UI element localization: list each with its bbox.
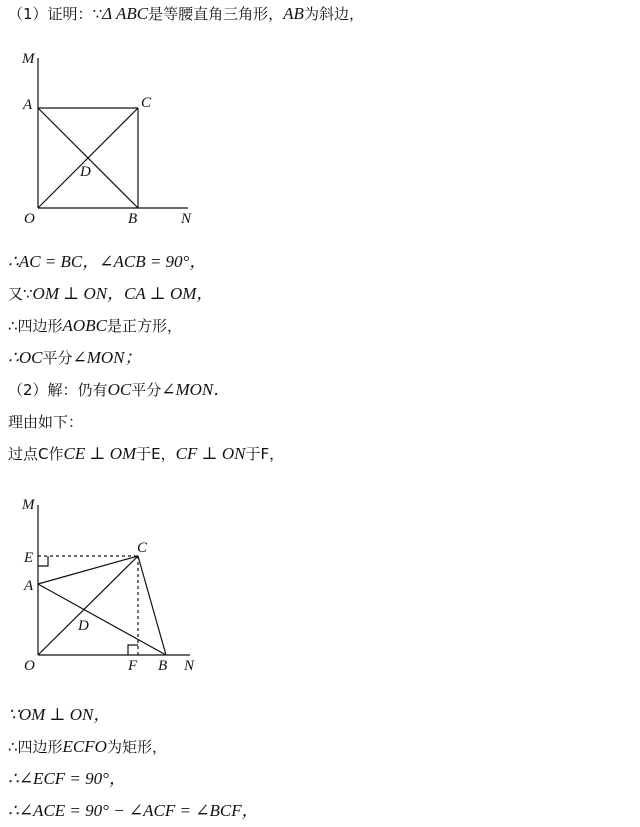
label-m: M xyxy=(22,497,35,513)
part2-line4: ∵OM ⊥ ON， xyxy=(8,705,111,724)
part1-line2: ∴AC = BC，∠ACB = 90°， xyxy=(8,252,207,271)
label-c: C xyxy=(137,540,148,556)
segment-ac xyxy=(38,556,138,584)
label-o: O xyxy=(24,211,35,227)
segment-ab xyxy=(38,584,166,655)
part-number: （1） xyxy=(8,5,48,23)
part2-line7: ∴∠ACE = 90° − ∠ACF = ∠BCF， xyxy=(8,801,259,820)
part1-line4: ∴四边形AOBC是正方形， xyxy=(8,316,182,335)
label-f: F xyxy=(128,658,138,674)
label-a: A xyxy=(23,97,33,113)
label-a: A xyxy=(24,578,34,594)
part1-line1: （1）证明：∵Δ ABC是等腰直角三角形，AB为斜边， xyxy=(8,4,364,23)
label-d: D xyxy=(78,618,89,634)
segment-oc xyxy=(38,556,138,655)
label-n: N xyxy=(181,211,192,227)
figure-rectangle xyxy=(0,488,230,678)
label-n: N xyxy=(184,658,195,674)
part2-line5: ∴四边形ECFO为矩形， xyxy=(8,737,167,756)
part1-line3: 又∵OM ⊥ ON，CA ⊥ OM， xyxy=(8,284,214,303)
label-o: O xyxy=(24,658,35,674)
part1-line5: ∴OC平分∠MON； xyxy=(8,348,142,367)
label-c: C xyxy=(141,95,152,111)
part2-line3: 过点C作CE ⊥ OM于E，CF ⊥ ON于F， xyxy=(8,444,285,463)
part2-line6: ∴∠ECF = 90°， xyxy=(8,769,126,788)
label-d: D xyxy=(80,164,91,180)
label-e: E xyxy=(24,550,34,566)
right-angle-e xyxy=(38,556,48,566)
figure-square xyxy=(0,40,220,240)
label-b: B xyxy=(128,211,138,227)
label-b: B xyxy=(158,658,168,674)
part2-line1: （2）解：仍有OC平分∠MON． xyxy=(8,380,231,399)
label-m: M xyxy=(22,51,35,67)
right-angle-f xyxy=(128,645,138,655)
part2-line2: 理由如下： xyxy=(8,413,84,431)
part-number: （2） xyxy=(8,381,48,399)
segment-cb xyxy=(138,556,166,655)
